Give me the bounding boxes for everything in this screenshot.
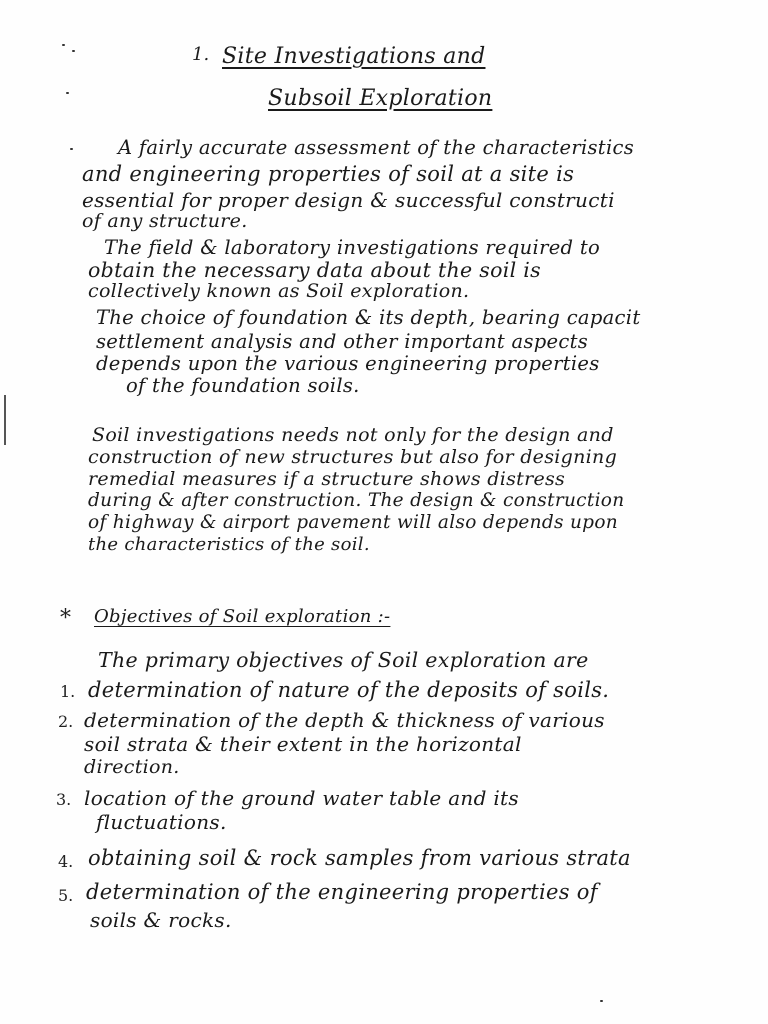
scan-speck xyxy=(72,50,75,52)
objective-number: 5. xyxy=(58,886,74,905)
paragraph-3-line: depends upon the various engineering properties xyxy=(96,352,600,375)
scan-speck xyxy=(66,92,69,94)
objective-number: 4. xyxy=(58,852,74,871)
objectives-intro: The primary objectives of Soil exploration are xyxy=(98,648,589,672)
paragraph-2-line: collectively known as Soil exploration. xyxy=(88,280,470,302)
title-line-2: Subsoil Exploration xyxy=(268,86,493,111)
objective-line: determination of the depth & thickness of various xyxy=(84,708,605,732)
paragraph-4-line: of highway & airport pavement will also depends upon xyxy=(88,512,618,533)
paragraph-4-line: remedial measures if a structure shows distress xyxy=(88,468,566,490)
paragraph-1-line: and engineering properties of soil at a site is xyxy=(82,162,575,186)
scan-speck xyxy=(70,148,73,150)
objective-line: soils & rocks. xyxy=(90,908,232,932)
objective-line: location of the ground water table and its xyxy=(84,786,519,810)
paragraph-1-line: of any structure. xyxy=(82,210,248,232)
objective-line: obtaining soil & rock samples from various strata xyxy=(88,846,631,870)
scan-edge-mark xyxy=(4,395,6,445)
paragraph-4-line: Soil investigations needs not only for the design and xyxy=(92,424,614,446)
paragraph-3-line: of the foundation soils. xyxy=(126,374,360,397)
objective-number: 1. xyxy=(60,682,76,701)
paragraph-2-line: The field & laboratory investigations required to xyxy=(104,236,600,259)
scan-speck xyxy=(600,1000,603,1002)
paragraph-1-line: essential for proper design & successful constructi xyxy=(82,188,615,212)
paragraph-2-line: obtain the necessary data about the soil is xyxy=(88,258,541,282)
title-number: 1. xyxy=(192,44,210,65)
objective-line: determination of nature of the deposits of soils. xyxy=(88,678,610,702)
paragraph-4-line: during & after construction. The design & construction xyxy=(88,490,625,511)
paragraph-3-line: The choice of foundation & its depth, bearing capacit xyxy=(96,306,641,329)
paragraph-4-line: construction of new structures but also for designing xyxy=(88,446,618,468)
paragraph-3-line: settlement analysis and other important aspects xyxy=(96,330,589,353)
objective-line: soil strata & their extent in the horizontal xyxy=(84,732,522,756)
objective-line: fluctuations. xyxy=(96,810,227,834)
objective-number: 3. xyxy=(56,790,72,809)
scan-speck xyxy=(62,44,65,46)
objective-line: determination of the engineering properties of xyxy=(86,880,598,904)
objectives-bullet: * xyxy=(60,606,71,631)
objective-number: 2. xyxy=(58,712,74,731)
title-line-1: Site Investigations and xyxy=(222,44,486,69)
objective-line: direction. xyxy=(84,756,180,778)
paragraph-4-line: the characteristics of the soil. xyxy=(88,534,370,555)
paragraph-1-line: A fairly accurate assessment of the characteristics xyxy=(118,136,635,159)
objectives-heading: Objectives of Soil exploration :- xyxy=(94,606,391,627)
